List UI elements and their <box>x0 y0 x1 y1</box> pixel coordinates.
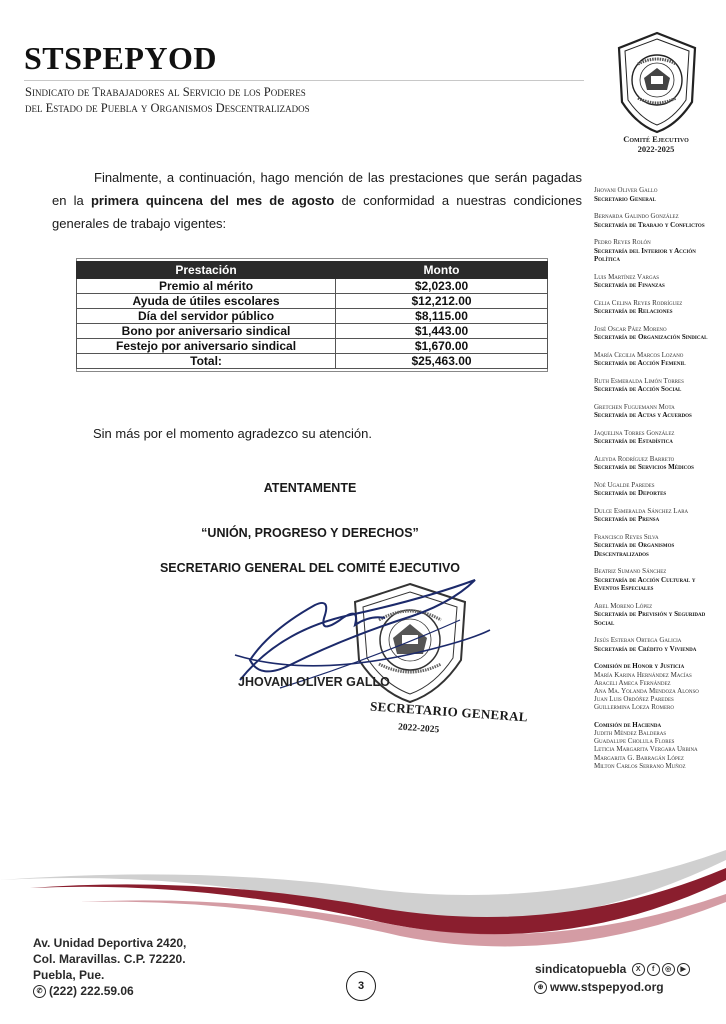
roster-role: Secretaría del Interior y Acción Política <box>594 246 696 263</box>
row-amount: $1,670.00 <box>336 339 548 354</box>
commission-member: Guillermina Loeza Romero <box>594 703 674 712</box>
signer-name: JHOVANI OLIVER GALLO <box>238 675 390 689</box>
address-line3: Puebla, Pue. <box>33 968 105 982</box>
table-row <box>77 279 548 294</box>
roster-entry <box>594 533 720 559</box>
roster-name: Pedro Reyes Rolón <box>594 238 651 246</box>
org-full-name-line1: Sindicato de Trabajadores al Servicio de los Poderes <box>25 85 306 99</box>
para-bold: primera quincena del mes de agosto <box>90 193 335 208</box>
address-line1: Av. Unidad Deportiva 2420, <box>33 936 187 950</box>
commission-member: Milton Carlos Serrano Muñoz <box>594 761 686 770</box>
commission-block <box>594 721 720 771</box>
benefits-table <box>76 261 548 369</box>
table-total-row <box>77 354 548 369</box>
phone-icon: ✆ <box>33 985 46 998</box>
org-full-name <box>25 84 370 116</box>
roster-role: Secretaría de Deportes <box>594 489 667 497</box>
roster-name: Beatriz Sumano Sánchez <box>594 567 667 575</box>
row-concept: Día del servidor público <box>77 309 336 324</box>
roster-role: Secretaría de Acción Social <box>594 385 682 393</box>
commission-member: Guadalupe Cholula Flores <box>594 737 675 746</box>
phone-number: (222) 222.59.06 <box>49 984 134 998</box>
commission-block <box>594 662 720 712</box>
roster-entry <box>594 299 720 316</box>
para-end: de conformidad a nuestras condiciones generales de trabajo vigentes: <box>52 193 582 231</box>
roster-name: Abel Moreno López <box>594 601 653 610</box>
social-handle: sindicatopuebla <box>535 962 627 976</box>
roster-entry <box>594 377 720 394</box>
row-concept: Premio al mérito <box>77 279 336 294</box>
roster-name: Luis Martínez Vargas <box>594 272 660 281</box>
roster-role: Secretaría de Finanzas <box>594 281 665 289</box>
roster-entry <box>594 238 720 264</box>
roster-entry <box>594 403 720 420</box>
column-header-prestacion: Prestación <box>77 262 336 279</box>
row-amount: $8,115.00 <box>336 309 548 324</box>
stamp-title: SECRETARIO GENERAL <box>369 698 529 725</box>
phone-line <box>33 983 186 999</box>
roster-name: José Oscar Páez Moreno <box>594 324 667 333</box>
row-concept: Ayuda de útiles escolares <box>77 294 336 309</box>
commission-member: Araceli Ameca Fernández <box>594 678 671 687</box>
roster-role: Secretaría de Prensa <box>594 515 660 523</box>
row-concept: Bono por aniversario sindical <box>77 324 336 339</box>
roster-role: Secretaría de Relaciones <box>594 307 673 315</box>
row-concept: Festejo por aniversario sindical <box>77 339 336 354</box>
roster-entry <box>594 325 720 342</box>
website-link[interactable]: www.stspepyod.org <box>550 980 664 994</box>
commission-member: María Karina Hernández Macías <box>594 670 692 679</box>
roster-name: María Cecilia Marcos Lozano <box>594 350 684 359</box>
social-handle-line <box>535 962 690 976</box>
commission-member: Ana Ma. Yolanda Mendoza Alonso <box>594 686 699 695</box>
roster-entry <box>594 212 720 229</box>
table-header-row <box>77 262 548 279</box>
union-seal-icon <box>612 30 702 135</box>
roster-name: Jesús Esteban Ortega Galicia <box>594 636 682 644</box>
roster-entry <box>594 351 720 368</box>
secretary-title: SECRETARIO GENERAL DEL COMITÉ EJECUTIVO <box>159 561 461 575</box>
website-line <box>534 980 664 994</box>
closing-text: Sin más por el momento agradezco su atención. <box>93 426 372 441</box>
commission-member: Margarita G. Barragán López <box>594 753 684 762</box>
x-icon[interactable]: X <box>632 963 645 976</box>
instagram-icon[interactable]: ◎ <box>662 963 675 976</box>
roster-name: Jaquelina Torres González <box>594 428 675 437</box>
sign-off: ATENTAMENTE <box>263 481 357 495</box>
roster-role: Secretaría de Organismos Descentralizados <box>594 541 675 558</box>
globe-icon: ⊕ <box>534 981 547 994</box>
roster-role: Secretaría de Acción Femenil <box>594 359 686 367</box>
org-acronym: STSPEPYOD <box>24 40 217 76</box>
roster-name: Aleyda Rodríguez Barreto <box>594 454 675 463</box>
youtube-icon[interactable]: ▶ <box>677 963 690 976</box>
roster-entry <box>594 481 720 498</box>
roster-name: Dulce Esmeralda Sánchez Lara <box>594 506 689 515</box>
roster-name: Francisco Reyes Silva <box>594 532 659 541</box>
roster-role: Secretaría de Estadística <box>594 437 673 445</box>
header-rule <box>24 80 584 81</box>
total-amount: $25,463.00 <box>336 354 548 369</box>
committee-roster <box>594 186 720 779</box>
roster-role: Secretaría de Crédito y Vivienda <box>594 644 697 653</box>
roster-name: Gretchen Fuguemann Mota <box>594 402 675 411</box>
roster-role: Secretario General <box>594 194 656 203</box>
para-start: Finalmente, a continuación, hago mención de las prestaciones que serán pagadas en la <box>52 170 582 208</box>
table-row <box>77 339 548 354</box>
page-number: 3 <box>346 971 376 1001</box>
column-header-monto: Monto <box>336 262 548 279</box>
address-line2: Col. Maravillas. C.P. 72220. <box>33 952 186 966</box>
footer-address <box>33 935 186 999</box>
roster-name: Celia Celina Reyes Rodríguez <box>594 298 683 307</box>
commission-title: Comisión de Honor y Justicia <box>594 662 685 670</box>
row-amount: $2,023.00 <box>336 279 548 294</box>
org-full-name-line2: del Estado de Puebla y Organismos Descentralizados <box>25 101 310 115</box>
roster-role: Secretaría de Trabajo y Conflictos <box>594 220 705 229</box>
logo-caption-line1: Comité Ejecutivo <box>623 134 689 144</box>
stamp-year: 2022-2025 <box>397 722 440 736</box>
commission-member: Judith Méndez Balderas <box>594 729 667 738</box>
row-amount: $1,443.00 <box>336 324 548 339</box>
roster-entry <box>594 567 720 593</box>
roster-role: Secretaría de Servicios Médicos <box>594 463 694 471</box>
roster-entry <box>594 273 720 290</box>
commission-member: Leticia Margarita Vergara Urbina <box>594 745 698 754</box>
facebook-icon[interactable]: f <box>647 963 660 976</box>
roster-name: Bernarda Galindo González <box>594 212 679 220</box>
intro-paragraph <box>52 166 582 235</box>
roster-entry <box>594 429 720 446</box>
roster-entry <box>594 602 720 628</box>
roster-entry <box>594 455 720 472</box>
motto: “UNIÓN, PROGRESO Y DERECHOS” <box>201 526 419 540</box>
table-row <box>77 324 548 339</box>
commission-member: Juan Luis Ordóñez Paredes <box>594 695 674 704</box>
roster-name: Noé Ugalde Paredes <box>594 480 655 489</box>
logo-caption-line2: 2022-2025 <box>637 144 675 154</box>
roster-entry <box>594 636 720 653</box>
roster-name: Jhovani Oliver Gallo <box>594 186 658 194</box>
roster-entry <box>594 186 720 203</box>
roster-role: Secretaría de Organización Sindical <box>594 333 708 341</box>
table-row <box>77 294 548 309</box>
logo-caption <box>596 134 716 154</box>
total-label: Total: <box>77 354 336 369</box>
table-row <box>77 309 548 324</box>
roster-name: Ruth Esmeralda Limón Torres <box>594 376 684 385</box>
roster-entry <box>594 507 720 524</box>
row-amount: $12,212.00 <box>336 294 548 309</box>
roster-role: Secretaría de Acción Cultural y Eventos Especiales <box>594 575 696 592</box>
commission-title: Comisión de Hacienda <box>594 720 662 729</box>
roster-role: Secretaría de Actas y Acuerdos <box>594 411 692 419</box>
roster-role: Secretaría de Previsión y Seguridad Social <box>594 610 706 627</box>
